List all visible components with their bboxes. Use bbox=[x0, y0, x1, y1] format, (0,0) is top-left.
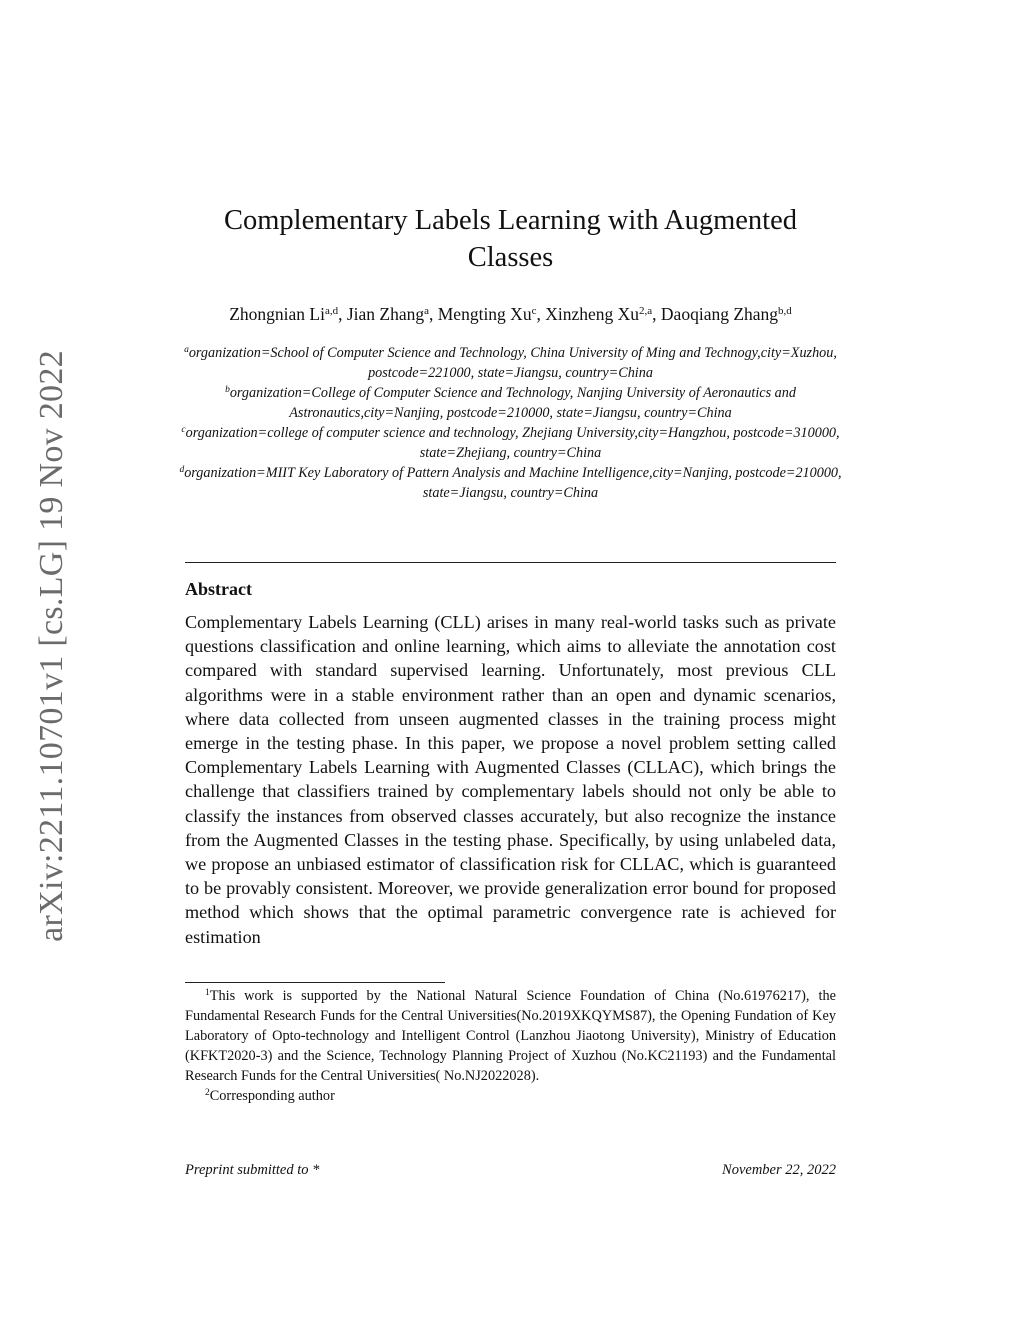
affiliation-c bbox=[175, 423, 846, 463]
author-separator: , bbox=[338, 304, 347, 324]
affiliation-d bbox=[175, 463, 846, 503]
author-list bbox=[150, 300, 871, 328]
affiliation-text: organization=MIIT Key Laboratory of Pattern Analysis and Machine Intelligence,city=Nanjing, postcode=210000, state=Jiangsu, country=China bbox=[184, 465, 842, 501]
author-separator: , bbox=[429, 304, 438, 324]
abstract-heading: Abstract bbox=[185, 579, 252, 599]
author-name: Mengting Xu bbox=[437, 304, 532, 324]
affiliation-mark: b bbox=[225, 385, 230, 395]
affiliation-mark: d bbox=[179, 465, 185, 475]
footer-date: November 22, 2022 bbox=[722, 1162, 836, 1178]
author-affiliation-mark: b,d bbox=[778, 305, 792, 317]
arxiv-identifier-stamp: arXiv:2211.10701v1 [cs.LG] 19 Nov 2022 bbox=[33, 350, 70, 942]
footnote-funding bbox=[185, 986, 836, 1086]
author-name: Zhongnian Li bbox=[229, 304, 325, 324]
author-name: Jian Zhang bbox=[346, 304, 425, 324]
affiliation-mark: a bbox=[184, 345, 189, 355]
author-separator: , bbox=[536, 304, 546, 324]
footnotes bbox=[185, 986, 836, 1106]
author-affiliation-mark: c bbox=[531, 305, 537, 317]
abstract-body: Complementary Labels Learning (CLL) arises in many real-world tasks such as private questions classification and online learning, which aims to alleviate the annotation cost compared with standard supervised learning. Unfortunately, most previous CLL algorithms were in a stable environment rather than an open and dynamic scenarios, where data collected from unseen augmented classes in the training process might emerge in the testing phase. In this paper, we propose a novel problem setting called Complementary Labels Learning with Augmented Classes (CLLAC), which brings the challenge that classifiers trained by complementary labels should not only be able to classify the instances from observed classes accurately, but also recognize the instance from the Augmented Classes in the testing phase. Specifically, by using unlabeled data, we propose an unbiased estimator of classification risk for CLLAC, which is guaranteed to be provably consistent. Moreover, we provide generalization error bound for proposed method which shows that the optimal parametric convergence rate is achieved for estimation bbox=[185, 612, 836, 947]
affiliation-text: organization=College of Computer Science and Technology, Nanjing University of Aeronautics and Astronautics,city=Nanjing, postcode=210000, state=Jiangsu, country=China bbox=[229, 385, 796, 421]
abstract-top-rule bbox=[185, 562, 836, 563]
author-name: Daoqiang Zhang bbox=[660, 304, 779, 324]
footnote-text: This work is supported by the National Natural Science Foundation of China (No.61976217), the Fundamental Research Funds for the Central Universities(No.2019XKQYMS87), the Opening Fundation of Key Laboratory of Opto-technology and Intelligent Control (Lanzhou Jiaotong University), Ministry of Education (KFKT2020-3) and the Science, Technology Planning Project of Xuzhou (No.KC21193) and the Fundamental Research Funds for the Central Universities( No.NJ2022028). bbox=[185, 988, 836, 1084]
affiliations bbox=[175, 343, 846, 503]
author-affiliation-mark: a bbox=[424, 305, 429, 317]
author-separator: , bbox=[652, 304, 661, 324]
footer-preprint-note: Preprint submitted to * bbox=[185, 1162, 320, 1178]
footnote-corresponding bbox=[185, 1086, 836, 1106]
footnote-mark: 1 bbox=[205, 988, 210, 998]
affiliation-text: organization=School of Computer Science and Technology, China University of Ming and Technogy,city=Xuzhou, postcode=221000, state=Jiangsu, country=China bbox=[188, 345, 837, 381]
author-affiliation-mark: 2,a bbox=[639, 305, 653, 317]
author-affiliation-mark: a,d bbox=[324, 305, 339, 317]
footnote-mark: 2 bbox=[205, 1088, 210, 1098]
affiliation-b bbox=[175, 383, 846, 423]
author-name: Xinzheng Xu bbox=[545, 304, 640, 324]
affiliation-mark: c bbox=[181, 425, 186, 435]
affiliation-a bbox=[175, 343, 846, 383]
footnote-rule bbox=[185, 982, 445, 983]
footnote-text: Corresponding author bbox=[209, 1088, 335, 1104]
affiliation-text: organization=college of computer science and technology, Zhejiang University,city=Hangzhou, postcode=310000, state=Zhejiang, country=China bbox=[185, 425, 840, 461]
paper-title: Complementary Labels Learning with Augmented Classes bbox=[223, 205, 798, 273]
